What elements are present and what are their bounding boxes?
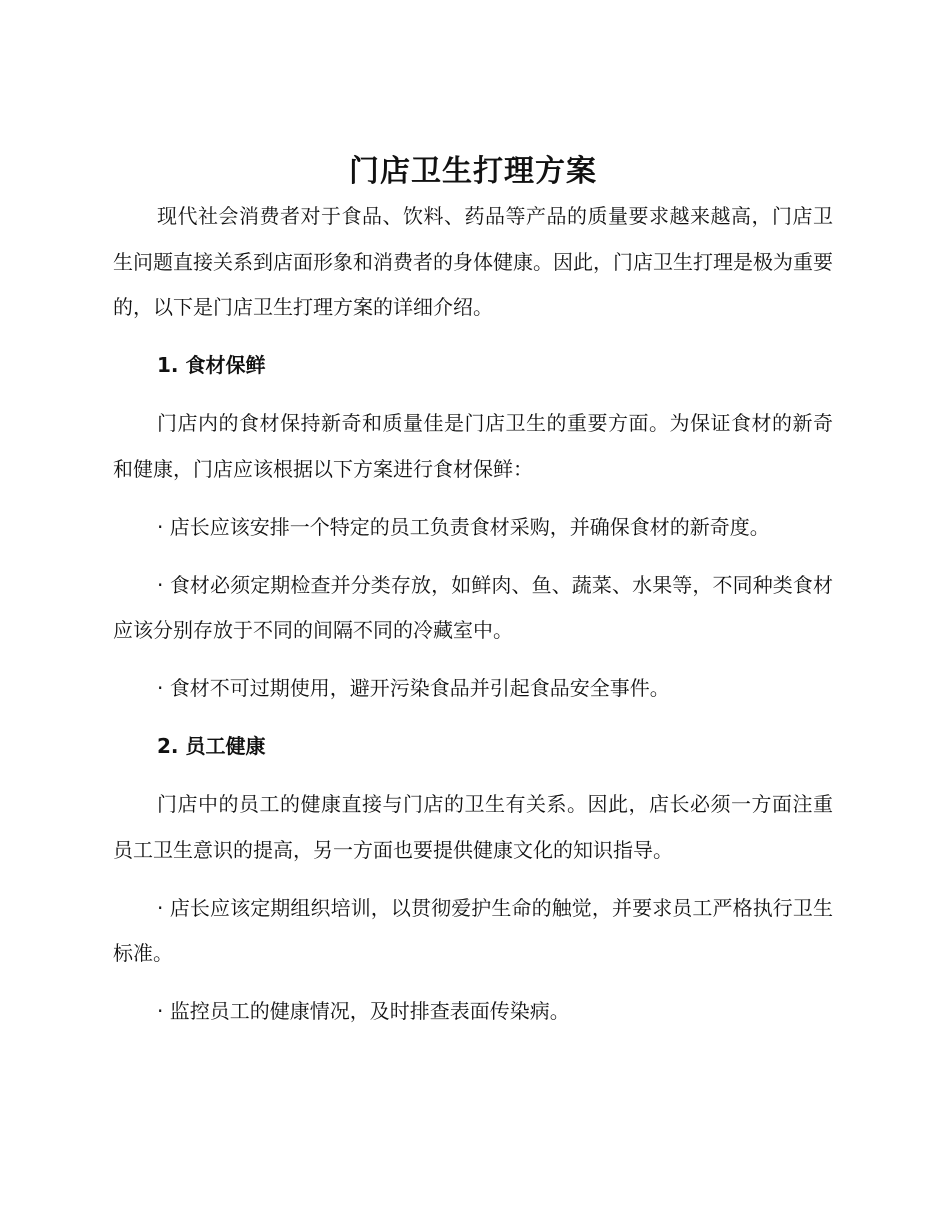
bullet-item: · 监控员工的健康情况，及时排查表面传染病。 (157, 999, 570, 1023)
section-body-staff-health: 门店中的员工的健康直接与门店的卫生有关系。因此，店长必须一方面注重员工卫生意识的提高，另一方面也要提供健康文化的知识指导。 (113, 792, 833, 862)
bullet-item: · 食材必须定期检查并分类存放，如鲜肉、鱼、蔬菜、水果等，不同种类食材应该分别存放于不同的间隔不同的冷藏室中。 (113, 572, 833, 642)
document-content (113, 150, 833, 1035)
intro-paragraph: 现代社会消费者对于食品、饮料、药品等产品的质量要求越来越高，门店卫生问题直接关系到店面形象和消费者的身体健康。因此，门店卫生打理是极为重要的，以下是门店卫生打理方案的详细介绍。 (113, 204, 833, 319)
section-heading-staff-health: 2. 员工健康 (157, 734, 266, 758)
section-body-food-preservation: 门店内的食材保持新奇和质量佳是门店卫生的重要方面。为保证食材的新奇和健康，门店应该根据以下方案进行食材保鲜： (113, 411, 833, 481)
section-heading-food-preservation: 1. 食材保鲜 (157, 353, 266, 377)
bullet-item: · 店长应该安排一个特定的员工负责食材采购，并确保食材的新奇度。 (157, 514, 770, 539)
bullet-item: · 店长应该定期组织培训，以贯彻爱护生命的触觉，并要求员工严格执行卫生标准。 (113, 895, 833, 965)
document-title: 门店卫生打理方案 (349, 154, 597, 189)
bullet-item: · 食材不可过期使用，避开污染食品并引起食品安全事件。 (157, 676, 670, 700)
